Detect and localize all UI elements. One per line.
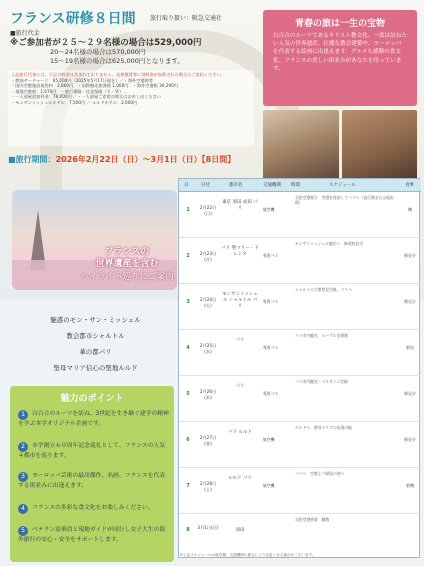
row-date: 2月24日(火) bbox=[199, 297, 217, 308]
row-city: パリ bbox=[235, 384, 245, 389]
row-meals: 朝昼夕 bbox=[404, 437, 416, 442]
row-schedule: パリ市内観光 ルーヴル美術館 bbox=[295, 333, 349, 338]
row-date: 2月22日(日) bbox=[199, 205, 217, 216]
point-1 bbox=[18, 410, 170, 428]
row-date: 2月26日(木) bbox=[199, 389, 217, 400]
church-interior-photo bbox=[263, 110, 339, 180]
paris-title-line2: 世界遺産を含む bbox=[95, 259, 159, 269]
row-transport: 専用バス bbox=[263, 253, 279, 258]
paris-subtitle: ハイライト巡りにご案内 bbox=[80, 272, 174, 282]
point-num-4: 4 bbox=[18, 504, 28, 514]
row-date: 2月25日(水) bbox=[199, 343, 217, 354]
row-schedule: ルルドへ 聖母マリアの出現の地 bbox=[295, 425, 352, 430]
highlight-2: 華の都パリ bbox=[79, 348, 112, 356]
table-row bbox=[179, 283, 421, 330]
row-schedule: パリ市内観光・ベルサイユ宮殿 bbox=[295, 379, 348, 384]
th-transport: 交通機関 bbox=[263, 183, 281, 188]
row-day: 4 bbox=[186, 345, 190, 351]
row-transport: 専用バス bbox=[263, 391, 279, 396]
table-row bbox=[179, 421, 421, 468]
row-schedule: 羽田空港到着 解散 bbox=[295, 517, 330, 522]
notes-line-2: ・国内空港施設使用料 2,860円 ・国際観光旅客税 1,000円 ・海外空港税 34,290円 bbox=[11, 83, 178, 89]
table-row bbox=[179, 191, 421, 238]
point-num-1: 1 bbox=[18, 410, 28, 420]
row-city: 東京 羽田 成田 パリ bbox=[222, 200, 258, 211]
row-schedule: 羽田空港集合 空港を経由してパリへ（直行便または経由便） bbox=[295, 195, 394, 205]
point-text-2: 本学創立６０周年記念巡礼として、フランスの人気４都市を巡ります。 bbox=[18, 443, 166, 459]
table-footer: ※上記スケジュールは航空機、交通機関の都合により変更となる場合がございます。 bbox=[180, 553, 316, 557]
row-city: パリ 聖マリー・ドレンヌ bbox=[221, 246, 259, 257]
th-time: 時間 bbox=[291, 183, 300, 188]
row-date: 2月27日(金) bbox=[199, 435, 217, 446]
itinerary-table bbox=[178, 178, 420, 558]
price-main: ※ご参加者が２５〜２９名様の場合は529,000円 bbox=[10, 38, 202, 48]
row-schedule: シャルトル大聖堂見学後、パリへ bbox=[295, 287, 352, 292]
row-meals: 朝昼夕 bbox=[404, 299, 416, 304]
row-day: 6 bbox=[186, 437, 190, 443]
photo-strip bbox=[263, 110, 417, 180]
row-meals: 朝昼夕 bbox=[404, 253, 416, 258]
row-meals: 朝機 bbox=[406, 483, 414, 488]
table-row bbox=[179, 467, 421, 514]
point-2 bbox=[18, 442, 170, 460]
page-title: フランス研修８日間 bbox=[10, 11, 136, 27]
paris-title-line1: フランスの bbox=[104, 247, 150, 257]
row-transport: 航空機 bbox=[263, 207, 275, 212]
points-title: 魅力のポイント bbox=[60, 394, 124, 404]
row-date: 3月1日(日) bbox=[197, 525, 219, 530]
price-20-24: 20〜24名様の場合は570,000円 bbox=[50, 48, 146, 56]
row-transport: 専用バス bbox=[263, 345, 279, 350]
row-city: モンサンミッシェル シャルトル パリ bbox=[222, 292, 258, 309]
row-date: 2月28日(土) bbox=[199, 481, 217, 492]
th-schedule: スケジュール bbox=[329, 183, 356, 188]
row-city: パリ ルルド bbox=[228, 430, 252, 435]
row-meals: 朝昼 bbox=[406, 345, 414, 350]
row-day: 8 bbox=[186, 527, 190, 533]
highlight-0: 魅惑のモン・サン・ミッシェル bbox=[50, 316, 141, 324]
point-text-1: 白百合のルーツを訪ね、3世紀を生き継ぐ建学の精神を学ぶ本学オリジナル企画です。 bbox=[18, 411, 169, 427]
notes-line-0: 上記旅行代金には、下記の料金は含まれておりません。発着運賃等に別料金が加算された場合はご負担ください。 bbox=[11, 72, 225, 77]
row-city: パリ bbox=[235, 338, 245, 343]
row-schedule: パリへ 空港より帰国の途へ bbox=[295, 471, 345, 476]
row-date: 2月23日(月) bbox=[199, 251, 217, 262]
seishun-title: 青春の旅は一生の宝物 bbox=[294, 19, 385, 29]
table-row bbox=[179, 237, 421, 284]
highlight-list bbox=[14, 312, 177, 376]
row-schedule: モンサンミッシェル観光へ 修道院見学 bbox=[295, 241, 364, 246]
th-date: 日付 bbox=[201, 183, 210, 188]
points-box bbox=[10, 386, 174, 562]
fee-label: ■旅行代金 bbox=[10, 30, 40, 37]
price-15-19: 15〜19名様の場合は625,000円となります。 bbox=[50, 57, 184, 65]
row-day: 7 bbox=[186, 483, 190, 489]
table-row bbox=[179, 375, 421, 422]
point-text-5: ベテラン添乗員と現地ガイドが同行し女子大生の海外旅行の安心・安全をサポートします。 bbox=[18, 527, 166, 543]
notes-line-1: ・燃油サーチャージ：65,000円（2025年5月17日現在）／・海外空港税等： bbox=[11, 77, 158, 83]
seishun-text: 白百合のルーツであるキリスト教文化、一度は訪ねたい人気の世界遺産、壮麗な教会建築や、ヨーロッパを代表する絵画に出逢えます。グルメも感動の食文化。フランスの美しい街並みがあなたを待っています。 bbox=[273, 33, 407, 72]
schedule bbox=[8, 154, 235, 165]
point-num-2: 2 bbox=[18, 442, 28, 452]
notes-line-4: ・一人部屋追加料金：78,000円 ／・一人部屋ご希望の場合はお申し出ください bbox=[11, 94, 161, 100]
row-city: ルルド パリ bbox=[228, 476, 252, 481]
row-day: 2 bbox=[186, 253, 190, 259]
row-meals: 朝昼夕 bbox=[404, 391, 416, 396]
point-3 bbox=[18, 472, 170, 490]
row-meals: 機 bbox=[408, 207, 412, 212]
point-num-3: 3 bbox=[18, 472, 28, 482]
table-row bbox=[179, 329, 421, 376]
th-day: 日 bbox=[184, 183, 189, 188]
church-exterior-photo bbox=[342, 110, 418, 180]
point-4 bbox=[18, 504, 170, 514]
schedule-label: ■旅行期間： bbox=[8, 155, 56, 164]
agency-label: 旅行取り扱い：阪急交通社 bbox=[150, 15, 223, 22]
point-5 bbox=[18, 526, 170, 544]
seishun-box bbox=[263, 10, 417, 106]
paris-title bbox=[72, 246, 182, 270]
notes-line-5: ・モンサンミッシェルホテル：7,500円 ／ ルルドホテル：2,000円 bbox=[11, 99, 138, 105]
row-city: 羽田 bbox=[235, 528, 245, 533]
row-day: 1 bbox=[186, 207, 190, 213]
highlight-3: 聖母マリア信心の聖地ルルド bbox=[53, 364, 138, 372]
th-meals: 食事 bbox=[405, 183, 414, 188]
schedule-dates: 2026年2月22日（日）〜3月1日（日）【8日間】 bbox=[55, 155, 236, 164]
point-text-4: フランスの多彩な食文化をお楽しみください。 bbox=[32, 505, 154, 511]
notes-line-3: ・現地空港税：1,670円 ・旅行保険・任意保険（Ｓ・Ｗ）… bbox=[11, 88, 128, 94]
row-day: 3 bbox=[186, 299, 190, 305]
row-transport: 航空機 bbox=[263, 483, 275, 488]
row-day: 5 bbox=[186, 391, 190, 397]
price-notes bbox=[8, 70, 254, 146]
point-text-3: ヨーロッパ芸術の最高傑作、名画、フランスを代表する街並みに出逢えます。 bbox=[18, 473, 166, 489]
row-transport: 航空機 bbox=[263, 437, 275, 442]
highlight-1: 教会都市シャルトル bbox=[66, 332, 125, 340]
row-transport: 専用バス bbox=[263, 299, 279, 304]
table-row bbox=[179, 513, 421, 553]
th-city: 都市名 bbox=[229, 183, 243, 188]
price-alternatives bbox=[50, 48, 184, 66]
point-num-5: 5 bbox=[18, 526, 28, 536]
